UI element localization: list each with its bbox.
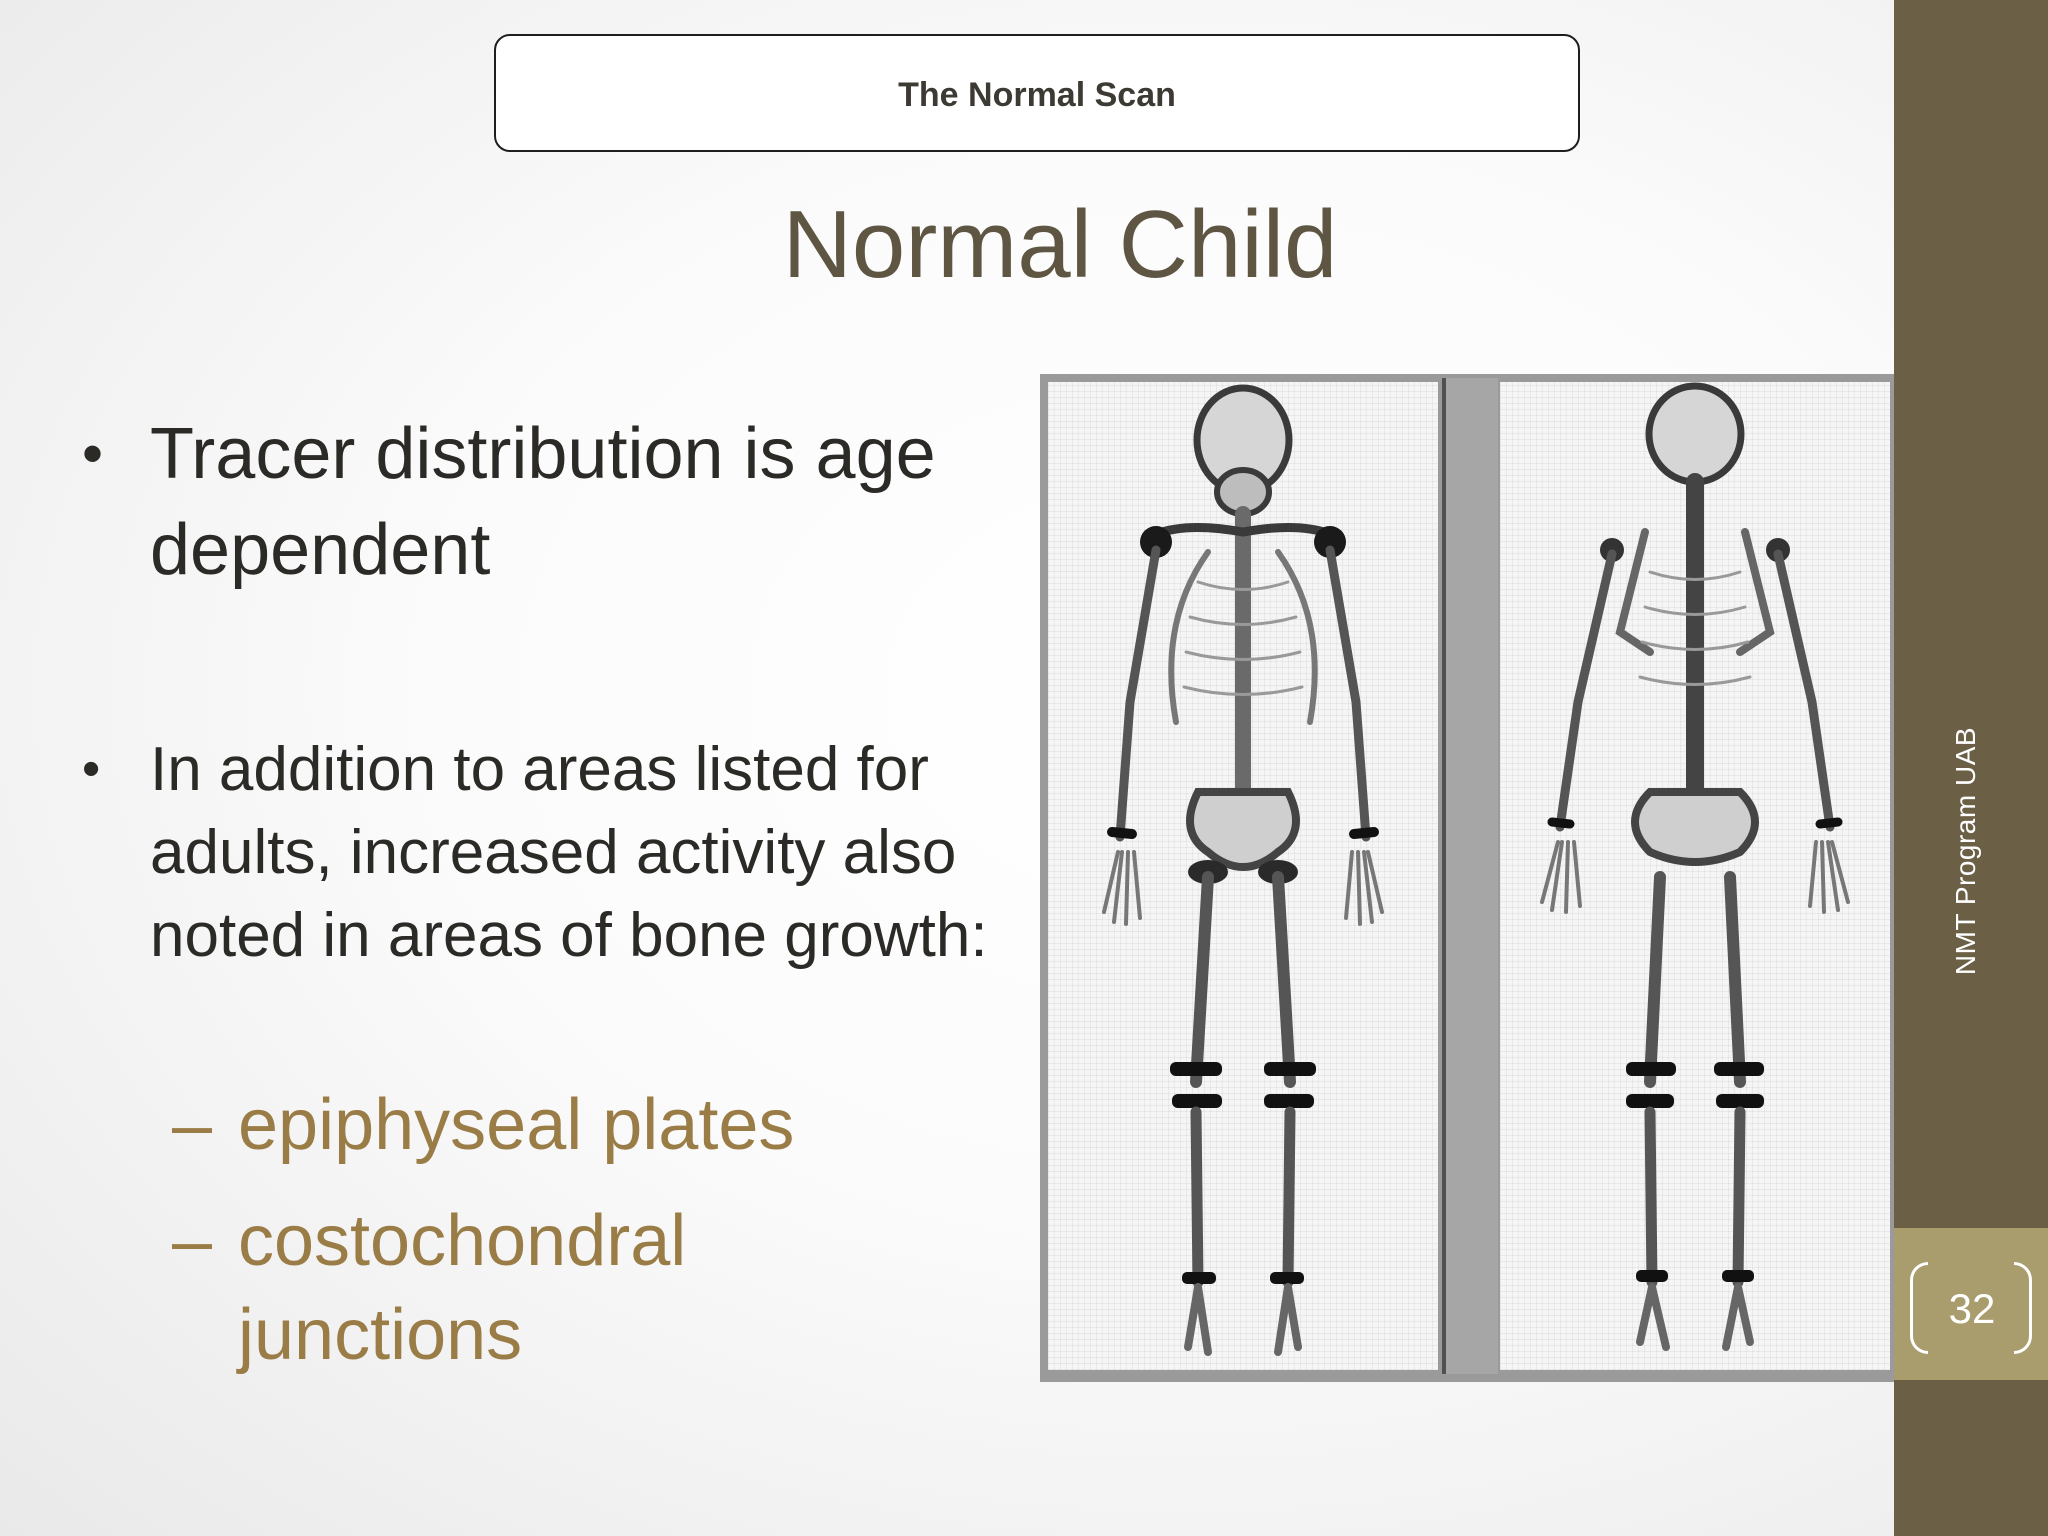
bullet-item bbox=[82, 406, 1030, 598]
sub-bullet-text: epiphyseal plates bbox=[238, 1085, 795, 1165]
sub-bullet-marker: – bbox=[172, 1201, 213, 1281]
skeleton-posterior-icon bbox=[1500, 382, 1890, 1370]
sub-bullet-item bbox=[172, 1078, 795, 1172]
bone-scan-image bbox=[1040, 374, 1898, 1382]
panel-divider bbox=[1442, 378, 1498, 1374]
anterior-view-panel bbox=[1048, 382, 1438, 1370]
sub-bullet-item bbox=[172, 1194, 798, 1382]
posterior-view-panel bbox=[1500, 382, 1890, 1370]
bullet-marker: • bbox=[82, 420, 104, 487]
page-number: 32 bbox=[1948, 1285, 1996, 1332]
bullet-item bbox=[82, 728, 1030, 977]
bullet-text: In addition to areas listed for adults, increased activity also noted in areas of bone growth: bbox=[150, 735, 988, 970]
skeleton-anterior-icon bbox=[1048, 382, 1438, 1370]
sub-bullet-text: costochondral junctions bbox=[238, 1201, 687, 1375]
bullet-text: Tracer distribution is age dependent bbox=[150, 414, 936, 590]
footer-text: NMT Program UAB bbox=[1950, 726, 1981, 976]
sub-bullet-marker: – bbox=[172, 1085, 213, 1165]
slide-title: Normal Child bbox=[782, 191, 1338, 298]
section-header-box bbox=[494, 34, 1580, 152]
section-header-text: The Normal Scan bbox=[898, 75, 1176, 114]
bullet-marker: • bbox=[82, 740, 101, 798]
